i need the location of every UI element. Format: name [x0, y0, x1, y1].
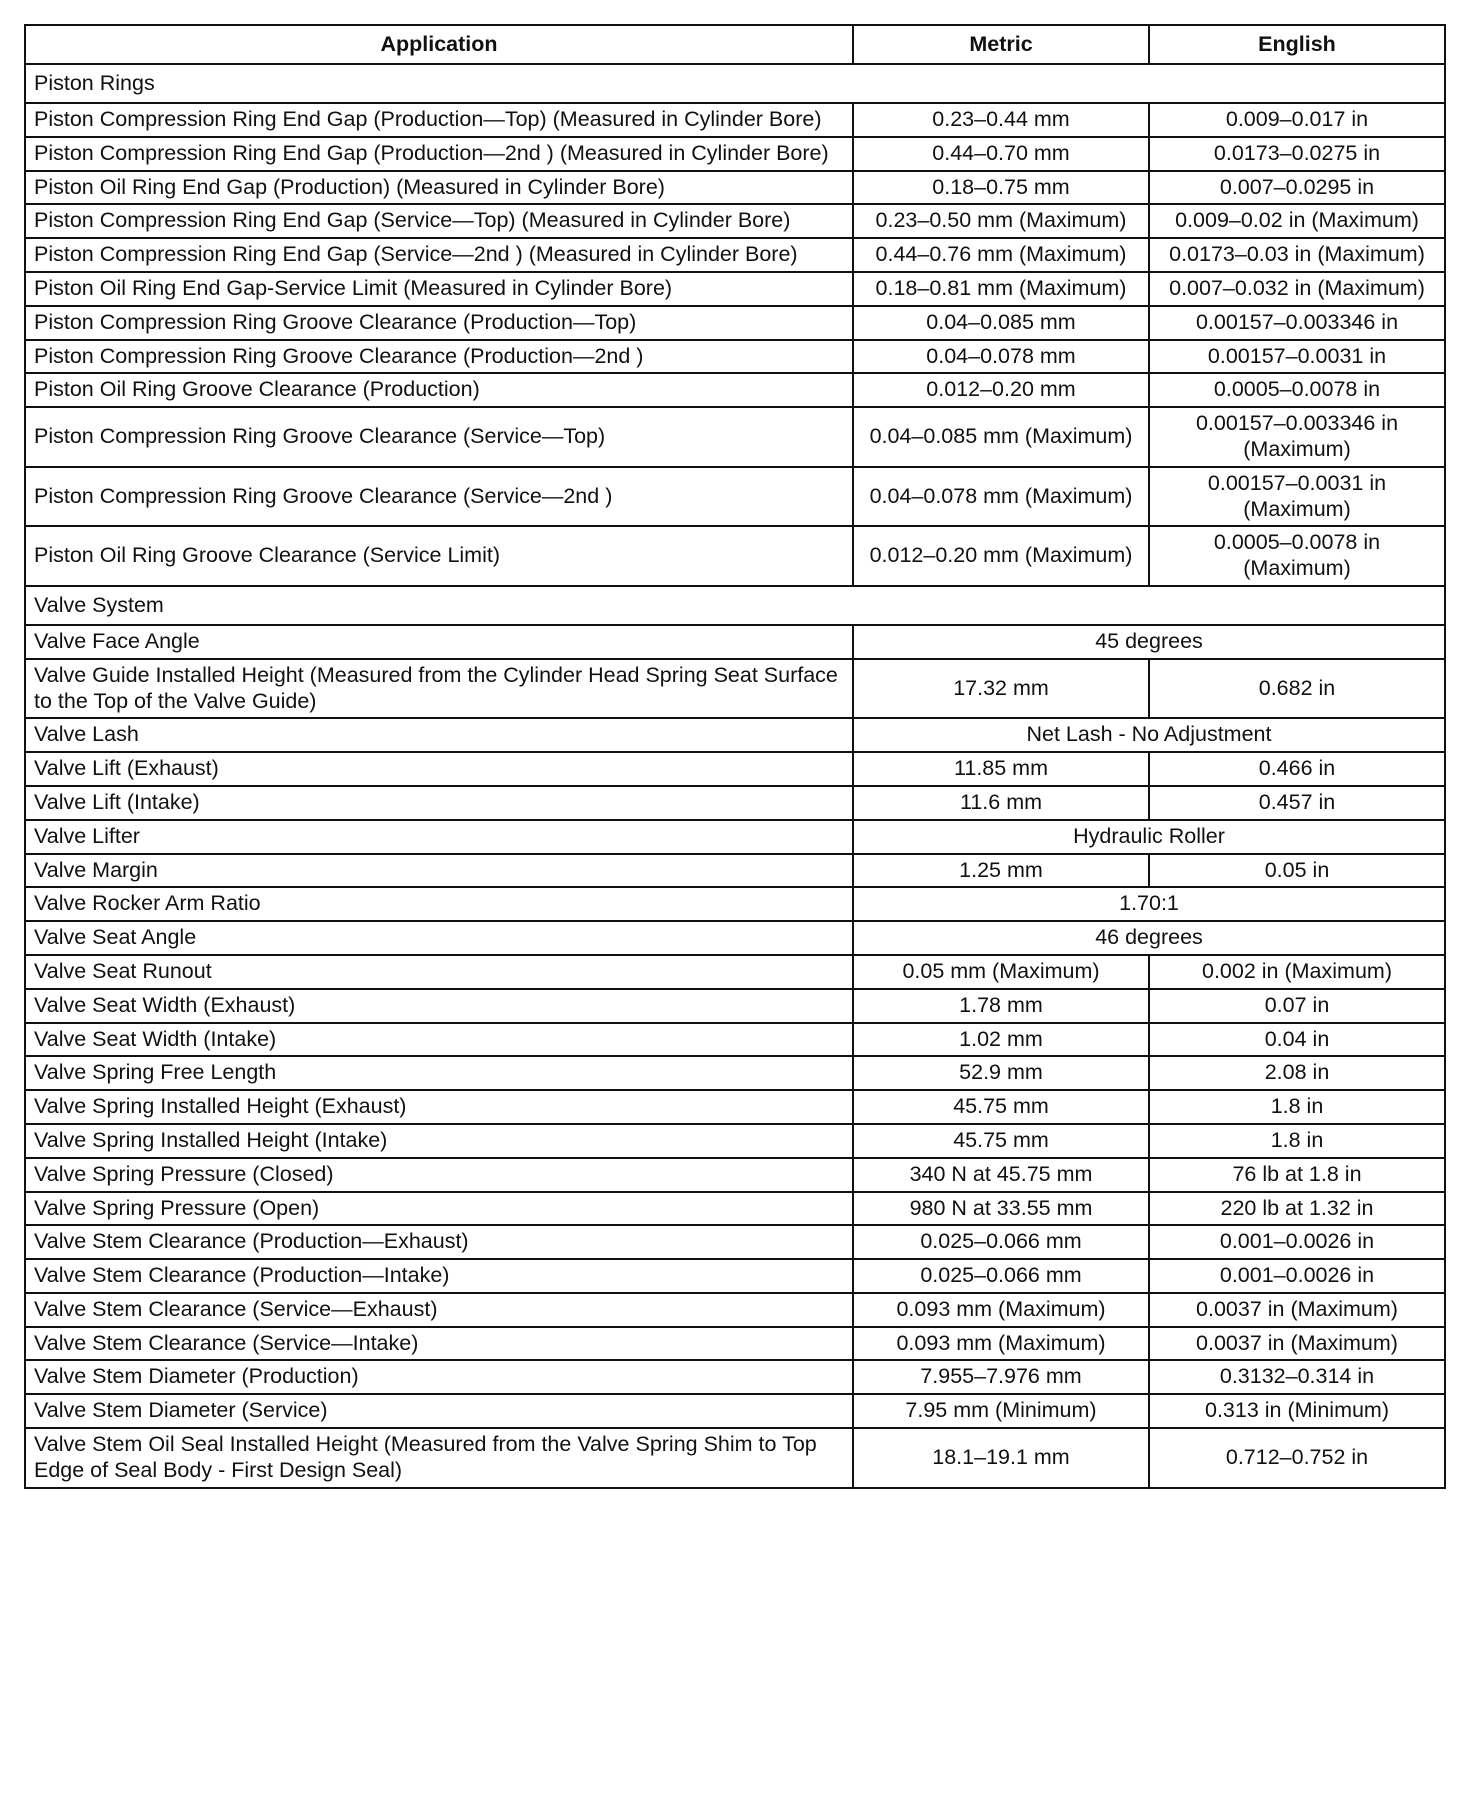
application-cell: Valve Stem Clearance (Service—Exhaust): [25, 1293, 853, 1327]
table-row: [25, 921, 1445, 955]
combined-value-cell: 45 degrees: [853, 625, 1445, 659]
metric-value-cell: 340 N at 45.75 mm: [853, 1158, 1149, 1192]
table-row: [25, 1394, 1445, 1428]
english-value-cell: 0.007–0.032 in (Maximum): [1149, 272, 1445, 306]
section-row: [25, 586, 1445, 625]
english-value-cell: 0.009–0.017 in: [1149, 103, 1445, 137]
header-row: [25, 25, 1445, 64]
metric-value-cell: 0.05 mm (Maximum): [853, 955, 1149, 989]
metric-value-cell: 0.012–0.20 mm: [853, 373, 1149, 407]
table-row: [25, 1124, 1445, 1158]
english-value-cell: 0.07 in: [1149, 989, 1445, 1023]
table-row: [25, 955, 1445, 989]
application-cell: Valve Lifter: [25, 820, 853, 854]
application-cell: Valve Stem Clearance (Production—Exhaust): [25, 1225, 853, 1259]
table-row: [25, 786, 1445, 820]
application-cell: Piston Oil Ring End Gap-Service Limit (Measured in Cylinder Bore): [25, 272, 853, 306]
application-cell: Valve Spring Pressure (Open): [25, 1192, 853, 1226]
english-value-cell: 0.00157–0.0031 in (Maximum): [1149, 467, 1445, 527]
application-cell: Valve Seat Runout: [25, 955, 853, 989]
metric-value-cell: 11.6 mm: [853, 786, 1149, 820]
metric-value-cell: 1.25 mm: [853, 854, 1149, 888]
table-row: [25, 1360, 1445, 1394]
metric-value-cell: 52.9 mm: [853, 1056, 1149, 1090]
metric-value-cell: 980 N at 33.55 mm: [853, 1192, 1149, 1226]
table-row: [25, 887, 1445, 921]
english-value-cell: 0.0005–0.0078 in (Maximum): [1149, 526, 1445, 586]
application-cell: Piston Compression Ring Groove Clearance (Production—2nd ): [25, 340, 853, 374]
table-row: [25, 1023, 1445, 1057]
table-row: [25, 1158, 1445, 1192]
application-cell: Valve Spring Installed Height (Exhaust): [25, 1090, 853, 1124]
application-cell: Valve Seat Width (Intake): [25, 1023, 853, 1057]
english-value-cell: 0.001–0.0026 in: [1149, 1259, 1445, 1293]
metric-value-cell: 0.093 mm (Maximum): [853, 1293, 1149, 1327]
section-row: [25, 64, 1445, 103]
application-cell: Piston Compression Ring End Gap (Production—Top) (Measured in Cylinder Bore): [25, 103, 853, 137]
english-value-cell: 76 lb at 1.8 in: [1149, 1158, 1445, 1192]
application-cell: Piston Compression Ring End Gap (Service—2nd ) (Measured in Cylinder Bore): [25, 238, 853, 272]
metric-value-cell: 0.04–0.085 mm: [853, 306, 1149, 340]
application-cell: Valve Lift (Exhaust): [25, 752, 853, 786]
table-row: [25, 854, 1445, 888]
table-row: [25, 238, 1445, 272]
metric-value-cell: 0.23–0.50 mm (Maximum): [853, 204, 1149, 238]
table-row: [25, 752, 1445, 786]
metric-value-cell: 0.18–0.81 mm (Maximum): [853, 272, 1149, 306]
table-row: [25, 340, 1445, 374]
table-header: [25, 25, 1445, 64]
table-row: [25, 171, 1445, 205]
table-row: [25, 373, 1445, 407]
english-value-cell: 0.0173–0.0275 in: [1149, 137, 1445, 171]
english-value-cell: 0.0037 in (Maximum): [1149, 1327, 1445, 1361]
metric-value-cell: 1.02 mm: [853, 1023, 1149, 1057]
metric-value-cell: 0.04–0.078 mm (Maximum): [853, 467, 1149, 527]
english-value-cell: 0.0037 in (Maximum): [1149, 1293, 1445, 1327]
table-row: [25, 1428, 1445, 1488]
english-value-cell: 0.00157–0.003346 in: [1149, 306, 1445, 340]
application-cell: Valve Stem Clearance (Production—Intake): [25, 1259, 853, 1293]
application-cell: Valve Margin: [25, 854, 853, 888]
table-row: [25, 625, 1445, 659]
section-title: Piston Rings: [25, 64, 1445, 103]
table-row: [25, 103, 1445, 137]
table-row: [25, 272, 1445, 306]
metric-value-cell: 0.025–0.066 mm: [853, 1225, 1149, 1259]
application-cell: Valve Seat Width (Exhaust): [25, 989, 853, 1023]
application-cell: Valve Lift (Intake): [25, 786, 853, 820]
english-value-cell: 0.007–0.0295 in: [1149, 171, 1445, 205]
metric-value-cell: 0.18–0.75 mm: [853, 171, 1149, 205]
header-metric: Metric: [853, 25, 1149, 64]
metric-value-cell: 11.85 mm: [853, 752, 1149, 786]
application-cell: Piston Oil Ring Groove Clearance (Production): [25, 373, 853, 407]
specifications-table: [24, 24, 1446, 1489]
table-row: [25, 1090, 1445, 1124]
application-cell: Valve Spring Pressure (Closed): [25, 1158, 853, 1192]
application-cell: Valve Seat Angle: [25, 921, 853, 955]
english-value-cell: 0.466 in: [1149, 752, 1445, 786]
application-cell: Valve Stem Clearance (Service—Intake): [25, 1327, 853, 1361]
english-value-cell: 0.05 in: [1149, 854, 1445, 888]
application-cell: Valve Face Angle: [25, 625, 853, 659]
english-value-cell: 0.3132–0.314 in: [1149, 1360, 1445, 1394]
table-row: [25, 718, 1445, 752]
table-row: [25, 407, 1445, 467]
table-row: [25, 1259, 1445, 1293]
header-application: Application: [25, 25, 853, 64]
application-cell: Valve Stem Oil Seal Installed Height (Measured from the Valve Spring Shim to Top Edge of Seal Body - First Design Seal): [25, 1428, 853, 1488]
english-value-cell: 0.00157–0.003346 in (Maximum): [1149, 407, 1445, 467]
application-cell: Piston Compression Ring Groove Clearance (Production—Top): [25, 306, 853, 340]
combined-value-cell: 46 degrees: [853, 921, 1445, 955]
application-cell: Valve Lash: [25, 718, 853, 752]
metric-value-cell: 45.75 mm: [853, 1124, 1149, 1158]
application-cell: Piston Oil Ring Groove Clearance (Service Limit): [25, 526, 853, 586]
table-row: [25, 1056, 1445, 1090]
english-value-cell: 0.0005–0.0078 in: [1149, 373, 1445, 407]
metric-value-cell: 0.04–0.078 mm: [853, 340, 1149, 374]
application-cell: Piston Compression Ring End Gap (Production—2nd ) (Measured in Cylinder Bore): [25, 137, 853, 171]
application-cell: Valve Stem Diameter (Service): [25, 1394, 853, 1428]
header-english: English: [1149, 25, 1445, 64]
metric-value-cell: 7.95 mm (Minimum): [853, 1394, 1149, 1428]
table-row: [25, 989, 1445, 1023]
table-row: [25, 1327, 1445, 1361]
application-cell: Piston Compression Ring Groove Clearance (Service—2nd ): [25, 467, 853, 527]
metric-value-cell: 0.23–0.44 mm: [853, 103, 1149, 137]
english-value-cell: 0.0173–0.03 in (Maximum): [1149, 238, 1445, 272]
application-cell: Valve Stem Diameter (Production): [25, 1360, 853, 1394]
combined-value-cell: 1.70:1: [853, 887, 1445, 921]
english-value-cell: 0.04 in: [1149, 1023, 1445, 1057]
metric-value-cell: 0.44–0.76 mm (Maximum): [853, 238, 1149, 272]
english-value-cell: 0.712–0.752 in: [1149, 1428, 1445, 1488]
english-value-cell: 0.002 in (Maximum): [1149, 955, 1445, 989]
english-value-cell: 0.457 in: [1149, 786, 1445, 820]
application-cell: Piston Oil Ring End Gap (Production) (Measured in Cylinder Bore): [25, 171, 853, 205]
metric-value-cell: 0.012–0.20 mm (Maximum): [853, 526, 1149, 586]
application-cell: Valve Rocker Arm Ratio: [25, 887, 853, 921]
application-cell: Piston Compression Ring End Gap (Service—Top) (Measured in Cylinder Bore): [25, 204, 853, 238]
table-row: [25, 467, 1445, 527]
metric-value-cell: 0.44–0.70 mm: [853, 137, 1149, 171]
metric-value-cell: 45.75 mm: [853, 1090, 1149, 1124]
table-row: [25, 526, 1445, 586]
application-cell: Valve Spring Installed Height (Intake): [25, 1124, 853, 1158]
table-row: [25, 1293, 1445, 1327]
english-value-cell: 0.001–0.0026 in: [1149, 1225, 1445, 1259]
application-cell: Valve Spring Free Length: [25, 1056, 853, 1090]
english-value-cell: 0.313 in (Minimum): [1149, 1394, 1445, 1428]
table-row: [25, 204, 1445, 238]
application-cell: Piston Compression Ring Groove Clearance (Service—Top): [25, 407, 853, 467]
combined-value-cell: Net Lash - No Adjustment: [853, 718, 1445, 752]
table-row: [25, 306, 1445, 340]
metric-value-cell: 17.32 mm: [853, 659, 1149, 719]
english-value-cell: 2.08 in: [1149, 1056, 1445, 1090]
combined-value-cell: Hydraulic Roller: [853, 820, 1445, 854]
english-value-cell: 1.8 in: [1149, 1124, 1445, 1158]
table-row: [25, 659, 1445, 719]
english-value-cell: 220 lb at 1.32 in: [1149, 1192, 1445, 1226]
metric-value-cell: 1.78 mm: [853, 989, 1149, 1023]
english-value-cell: 0.682 in: [1149, 659, 1445, 719]
table-row: [25, 1192, 1445, 1226]
table-row: [25, 137, 1445, 171]
table-body: [25, 64, 1445, 1488]
table-row: [25, 820, 1445, 854]
section-title: Valve System: [25, 586, 1445, 625]
english-value-cell: 0.009–0.02 in (Maximum): [1149, 204, 1445, 238]
table-row: [25, 1225, 1445, 1259]
metric-value-cell: 0.093 mm (Maximum): [853, 1327, 1149, 1361]
application-cell: Valve Guide Installed Height (Measured from the Cylinder Head Spring Seat Surface to the Top of the Valve Guide): [25, 659, 853, 719]
english-value-cell: 0.00157–0.0031 in: [1149, 340, 1445, 374]
metric-value-cell: 0.04–0.085 mm (Maximum): [853, 407, 1149, 467]
metric-value-cell: 7.955–7.976 mm: [853, 1360, 1149, 1394]
english-value-cell: 1.8 in: [1149, 1090, 1445, 1124]
metric-value-cell: 0.025–0.066 mm: [853, 1259, 1149, 1293]
metric-value-cell: 18.1–19.1 mm: [853, 1428, 1149, 1488]
